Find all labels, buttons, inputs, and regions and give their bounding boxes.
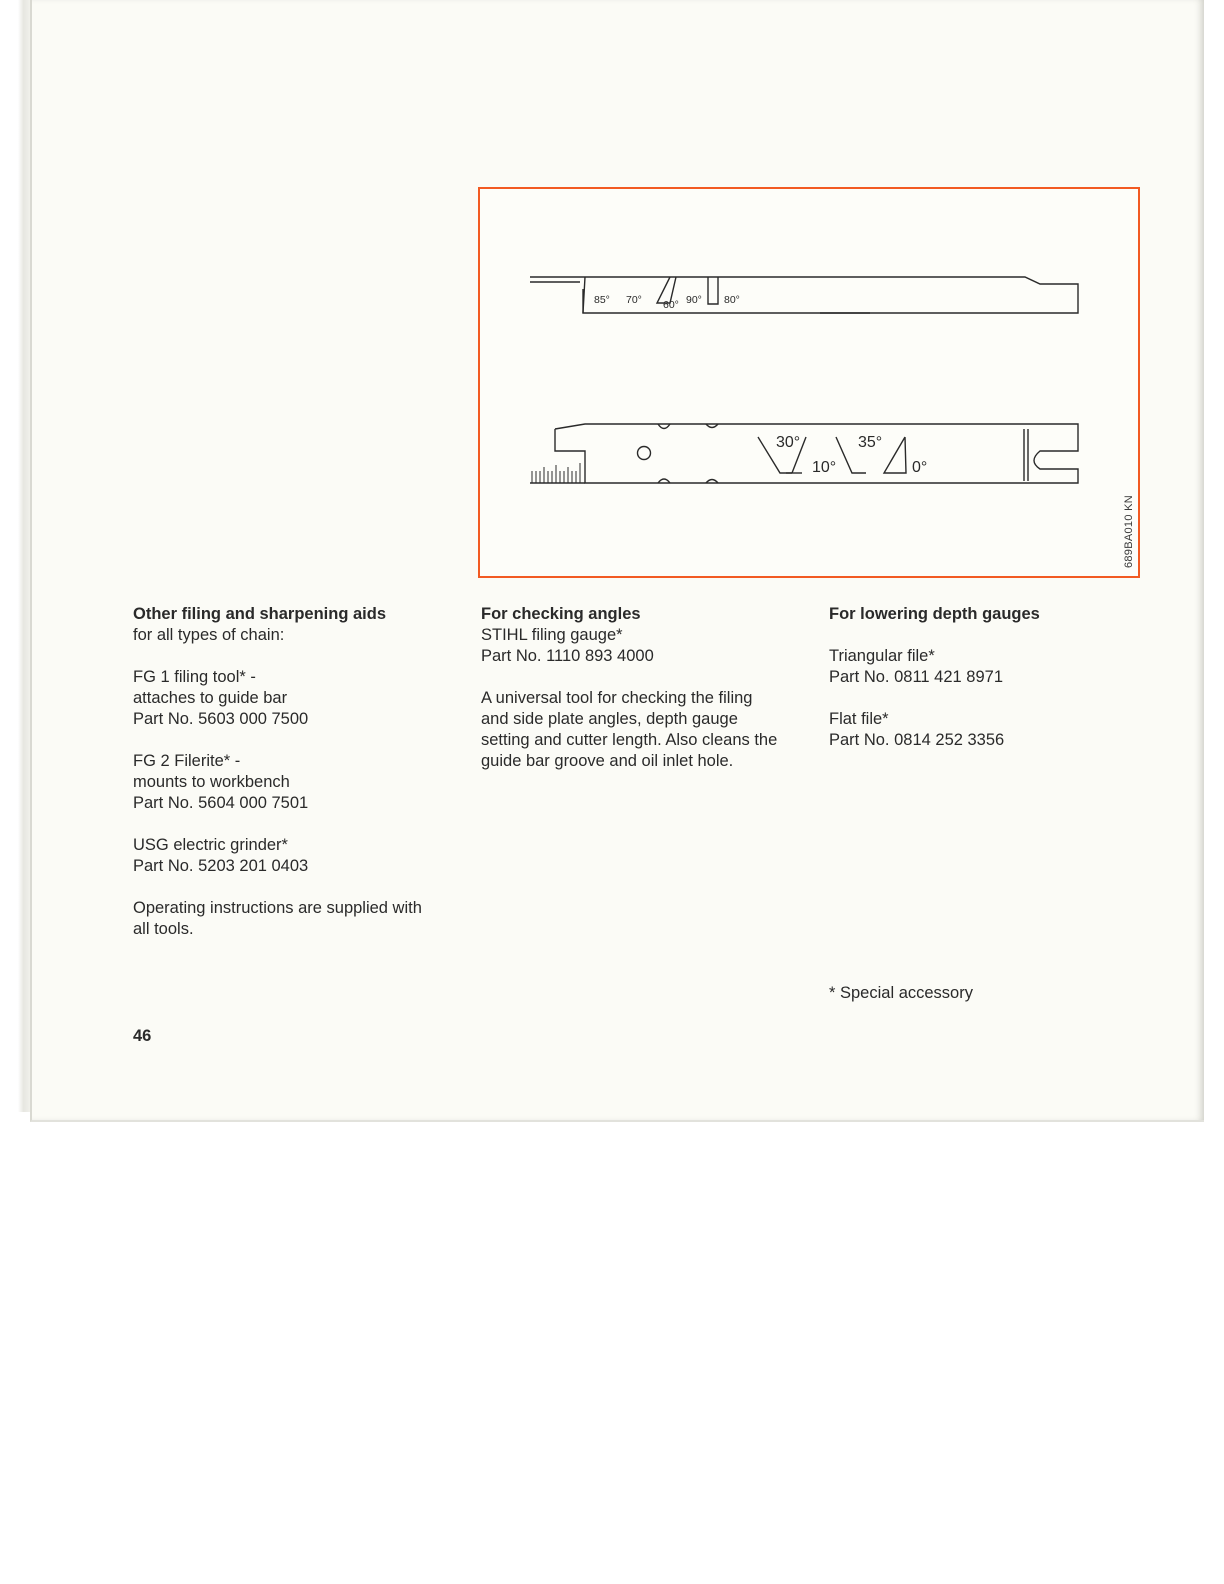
filing-gauge-figure [478, 187, 1140, 578]
heading-other-aids: Other filing and sharpening aids [133, 605, 387, 623]
column-depth-gauges [829, 604, 1129, 772]
bottom-angle-0: 0° [912, 459, 928, 476]
column-other-aids [133, 604, 453, 961]
item-flat-file: Flat file* Part No. 0814 252 3356 [829, 710, 1005, 749]
item-usg: USG electric grinder* Part No. 5203 201 0403 [133, 836, 309, 875]
bottom-angle-35: 35° [858, 434, 883, 451]
filing-gauge-drawing [480, 189, 1138, 576]
item-fg2: FG 2 Filerite* - mounts to workbench Part No. 5604 000 7501 [133, 752, 309, 812]
bottom-angle-10: 10° [812, 459, 837, 476]
column-checking-angles [481, 604, 801, 793]
top-angle-80: 80° [724, 294, 740, 306]
top-angle-85: 85° [594, 294, 610, 306]
figure-code: 689BA010 KN [1123, 494, 1135, 568]
filing-gauge-description: A universal tool for checking the filing and side plate angles, depth gauge setting and cutter length. Also cleans the guide bar groove and oil inlet hole. [481, 689, 778, 770]
heading-depth-gauges: For lowering depth gauges [829, 605, 1040, 623]
top-angle-60: 60° [663, 299, 679, 311]
bottom-angle-30: 30° [776, 434, 801, 451]
heading-checking-angles: For checking angles [481, 605, 641, 623]
top-angle-90: 90° [686, 294, 702, 306]
footnote-special-accessory: * Special accessory [829, 984, 973, 1002]
page-number: 46 [133, 1027, 152, 1045]
top-angle-70: 70° [626, 294, 642, 306]
item-fg1: FG 1 filing tool* - attaches to guide bar Part No. 5603 000 7500 [133, 668, 309, 728]
item-triangular-file: Triangular file* Part No. 0811 421 8971 [829, 647, 1003, 686]
intro-text: for all types of chain: [133, 626, 285, 644]
note-instructions: Operating instructions are supplied with all tools. [133, 899, 422, 938]
filing-gauge-part: STIHL filing gauge* Part No. 1110 893 4000 [481, 626, 654, 665]
